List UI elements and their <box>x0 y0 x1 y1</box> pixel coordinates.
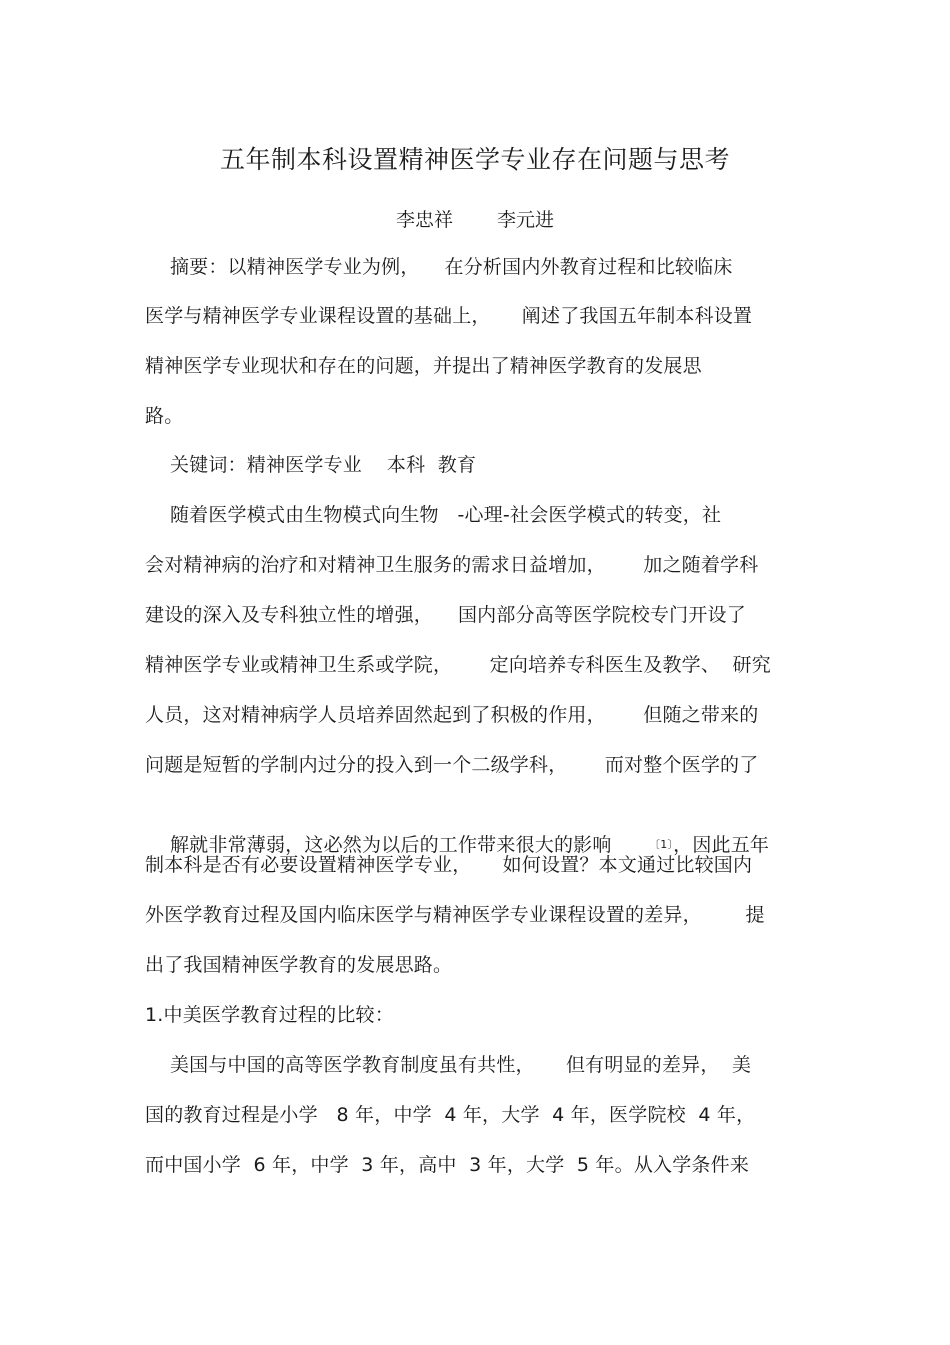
body-line: 美国与中国的高等医学教育制度虽有共性， 但有明显的差异， 美 <box>145 1054 752 1076</box>
body-line: 而中国小学 6 年，中学 3 年，高中 3 年，大学 5 年。从入学条件来 <box>145 1154 750 1176</box>
body-line: 关键词：精神医学专业 本科 教育 <box>145 454 477 476</box>
body-line: 外医学教育过程及国内临床医学与精神医学专业课程设置的差异， 提 <box>145 904 765 926</box>
body-line: 精神医学专业现状和存在的问题，并提出了精神医学教育的发展思 <box>145 355 702 377</box>
body-line: 制本科是否有必要设置精神医学专业， 如何设置？本文通过比较国内 <box>145 854 753 876</box>
body-line: 路。 <box>145 405 184 427</box>
author-name: 李忠祥 <box>395 209 453 231</box>
body-line: 国的教育过程是小学 8 年，中学 4 年，大学 4 年，医学院校 4 年， <box>145 1104 756 1126</box>
paper-title: 五年制本科设置精神医学专业存在问题与思考 <box>219 145 730 174</box>
body-line: 人员，这对精神病学人员培养固然起到了积极的作用， 但随之带来的 <box>145 704 759 726</box>
citation-marker: 〔1〕 <box>649 838 674 851</box>
body-line: 摘要：以精神医学专业为例， 在分析国内外教育过程和比较临床 <box>145 256 733 278</box>
body-line: 随着医学模式由生物模式向生物 -心理-社会医学模式的转变，社 <box>145 504 722 526</box>
body-line-with-citation <box>145 800 825 890</box>
body-line: 1.中美医学教育过程的比较： <box>145 1004 394 1026</box>
body-line: 问题是短暂的学制内过分的投入到一个二级学科， 而对整个医学的了 <box>145 754 759 776</box>
body-line: 出了我国精神医学教育的发展思路。 <box>145 954 453 976</box>
body-text: 解就非常薄弱，这必然为以后的工作带来很大的影响 <box>169 834 650 856</box>
author-list <box>0 202 950 238</box>
body-line: 医学与精神医学专业课程设置的基础上， 阐述了我国五年制本科设置 <box>145 305 753 327</box>
body-text: ，因此五年 <box>673 834 770 856</box>
author-name: 李元进 <box>497 209 555 231</box>
body-line: 建设的深入及专科独立性的增强， 国内部分高等医学院校专门开设了 <box>145 604 746 626</box>
body-line: 精神医学专业或精神卫生系或学院， 定向培养专科医生及教学、 研究 <box>145 654 771 676</box>
body-line: 会对精神病的治疗和对精神卫生服务的需求日益增加， 加之随着学科 <box>145 554 759 576</box>
